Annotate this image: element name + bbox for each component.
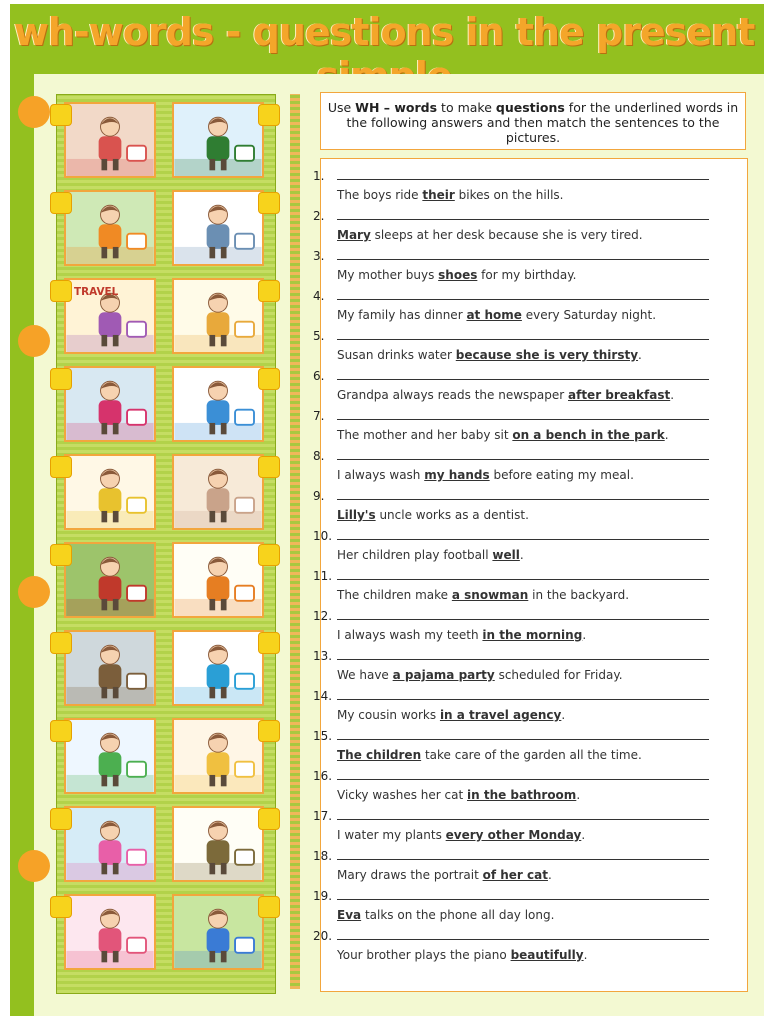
- binder-hole-dot: [18, 576, 50, 608]
- question-item: [313, 209, 749, 249]
- drawing-cat-portrait-icon: [66, 896, 154, 968]
- underlined-word: of her cat: [482, 868, 548, 882]
- sentence-text: My cousin works: [337, 708, 440, 722]
- shoe-shop-icon: [66, 368, 154, 440]
- answer-line[interactable]: [337, 579, 709, 580]
- question-number: 18.: [313, 849, 333, 863]
- sentence-text: .: [576, 788, 581, 802]
- underlined-word: at home: [466, 308, 522, 322]
- picture-number-box[interactable]: [50, 456, 72, 478]
- question-item: [313, 529, 749, 569]
- sentence-text: .: [581, 828, 586, 842]
- pajama-party-icon: [174, 456, 262, 528]
- instructions-bold-wh-words: WH – words: [355, 100, 438, 115]
- instructions-text: for the underlined words in the following answers and then match the sentences to the pictures.: [346, 100, 739, 145]
- question-item: [313, 889, 749, 929]
- question-item: [313, 609, 749, 649]
- picture-number-box[interactable]: [258, 104, 280, 126]
- answer-sentence: [337, 468, 634, 482]
- question-item: [313, 369, 749, 409]
- brushing-teeth-icon: [66, 808, 154, 880]
- sentence-text: take care of the garden all the time.: [421, 748, 642, 762]
- question-number: 4.: [313, 289, 325, 303]
- sentence-text: Your brother plays the piano: [337, 948, 511, 962]
- underlined-word: a snowman: [451, 588, 529, 602]
- underlined-word: well: [492, 548, 520, 562]
- picture-number-box[interactable]: [258, 280, 280, 302]
- sentence-text: Her children play football: [337, 548, 493, 562]
- picture-tile[interactable]: [172, 366, 264, 442]
- picture-tile[interactable]: [64, 630, 156, 706]
- sentence-text: sleeps at her desk because she is very tired.: [370, 228, 643, 242]
- answer-sentence: [337, 548, 524, 562]
- binder-hole-dot: [18, 850, 50, 882]
- sentence-text: in the backyard.: [528, 588, 630, 602]
- picture-number-box[interactable]: [258, 808, 280, 830]
- instructions-text: to make: [437, 100, 496, 115]
- sentence-text: The children make: [337, 588, 452, 602]
- sentence-text: My mother buys: [337, 268, 439, 282]
- answer-line[interactable]: [337, 179, 709, 180]
- sentence-text: scheduled for Friday.: [494, 668, 623, 682]
- question-item: [313, 289, 749, 329]
- sentence-text: My family has dinner: [337, 308, 467, 322]
- picture-tile[interactable]: [64, 366, 156, 442]
- question-item: [313, 769, 749, 809]
- question-item: [313, 649, 749, 689]
- underlined-word: shoes: [438, 268, 478, 282]
- dentist-icon: [174, 632, 262, 704]
- watering-plants-icon: [66, 456, 154, 528]
- answer-sentence: [337, 348, 642, 362]
- answer-sentence: [337, 788, 580, 802]
- picture-tile[interactable]: [64, 454, 156, 530]
- answer-line[interactable]: [337, 739, 709, 740]
- picture-number-box[interactable]: [50, 368, 72, 390]
- talking-on-phone-icon: [174, 368, 262, 440]
- answer-line[interactable]: [337, 219, 709, 220]
- sentence-text: I always wash: [337, 468, 425, 482]
- picture-tile[interactable]: [172, 278, 264, 354]
- playing-football-icon: [174, 896, 262, 968]
- sentence-text: .: [547, 868, 552, 882]
- underlined-word: after breakfast: [568, 388, 671, 402]
- answer-sentence: [337, 428, 669, 442]
- underlined-word: in a travel agency: [439, 708, 562, 722]
- instructions-text: Use: [327, 100, 356, 115]
- playing-piano-icon: [174, 544, 262, 616]
- sentence-text: Mary draws the portrait: [337, 868, 483, 882]
- underlined-word: because she is very thirsty: [455, 348, 639, 362]
- binder-hole-dot: [18, 325, 50, 357]
- underlined-word: in the morning: [482, 628, 583, 642]
- sentence-text: .: [561, 708, 566, 722]
- washing-cat-icon: [66, 192, 154, 264]
- sentence-text: before eating my meal.: [489, 468, 634, 482]
- gardening-children-icon: [66, 720, 154, 792]
- picture-tile[interactable]: [172, 102, 264, 178]
- sentence-text: The mother and her baby sit: [337, 428, 513, 442]
- question-number: 5.: [313, 329, 325, 343]
- mother-baby-bench-icon: [174, 720, 262, 792]
- sentence-text: I water my plants: [337, 828, 446, 842]
- answer-line[interactable]: [337, 419, 709, 420]
- picture-tile[interactable]: [64, 894, 156, 970]
- picture-tile[interactable]: [172, 894, 264, 970]
- answer-sentence: [337, 188, 563, 202]
- question-number: 17.: [313, 809, 333, 823]
- picture-tile[interactable]: [64, 806, 156, 882]
- sentence-text: The boys ride: [337, 188, 423, 202]
- question-number: 19.: [313, 889, 333, 903]
- picture-number-box[interactable]: [258, 544, 280, 566]
- washing-hands-icon: [174, 192, 262, 264]
- underlined-word: in the bathroom: [467, 788, 577, 802]
- grandpa-newspaper-icon: [174, 808, 262, 880]
- sentence-text: .: [638, 348, 642, 362]
- question-number: 6.: [313, 369, 325, 383]
- answer-sentence: [337, 268, 576, 282]
- question-number: 1.: [313, 169, 325, 183]
- question-item: [313, 849, 749, 889]
- question-number: 16.: [313, 769, 333, 783]
- picture-number-box[interactable]: [258, 632, 280, 654]
- sentence-text: .: [583, 948, 588, 962]
- question-number: 14.: [313, 689, 333, 703]
- question-item: [313, 249, 749, 289]
- instructions-bold-questions: questions: [495, 100, 565, 115]
- answer-sentence: [337, 508, 529, 522]
- question-item: [313, 729, 749, 769]
- question-item: [313, 569, 749, 609]
- answer-sentence: [337, 388, 674, 402]
- sentence-text: .: [519, 548, 524, 562]
- question-number: 13.: [313, 649, 333, 663]
- instructions-box: [320, 92, 746, 150]
- question-item: [313, 449, 749, 489]
- sentence-text: .: [664, 428, 669, 442]
- family-dinner-icon: [66, 632, 154, 704]
- answer-sentence: [337, 668, 623, 682]
- question-number: 11.: [313, 569, 333, 583]
- divider-bar: [290, 94, 300, 989]
- answer-line[interactable]: [337, 659, 709, 660]
- questions-box: [313, 158, 748, 992]
- picture-tile[interactable]: [172, 718, 264, 794]
- underlined-word: their: [422, 188, 455, 202]
- picture-number-box[interactable]: [50, 896, 72, 918]
- picture-number-box[interactable]: [50, 192, 72, 214]
- answer-line[interactable]: [337, 459, 709, 460]
- picture-tile[interactable]: [172, 542, 264, 618]
- picture-number-box[interactable]: [50, 544, 72, 566]
- underlined-word: beautifully: [510, 948, 584, 962]
- sentence-text: .: [582, 628, 587, 642]
- question-item: [313, 929, 749, 969]
- answer-sentence: [337, 868, 552, 882]
- picture-tile[interactable]: [64, 190, 156, 266]
- sentence-text: every Saturday night.: [521, 308, 657, 322]
- sentence-text: for my birthday.: [477, 268, 577, 282]
- picture-number-box[interactable]: [50, 104, 72, 126]
- answer-line[interactable]: [337, 779, 709, 780]
- question-number: 7.: [313, 409, 325, 423]
- sleeping-at-desk-icon: [66, 104, 154, 176]
- underlined-word: on a bench in the park: [512, 428, 665, 442]
- sentence-text: We have: [337, 668, 393, 682]
- picture-tile[interactable]: [172, 806, 264, 882]
- picture-number-box[interactable]: [50, 632, 72, 654]
- picture-number-box[interactable]: [258, 720, 280, 742]
- sentence-text: Grandpa always reads the newspaper: [337, 388, 568, 402]
- answer-line[interactable]: [337, 619, 709, 620]
- answer-sentence: [337, 308, 656, 322]
- sentence-text: talks on the phone all day long.: [361, 908, 555, 922]
- answer-line[interactable]: [337, 899, 709, 900]
- binder-hole-dot: [18, 96, 50, 128]
- question-item: [313, 689, 749, 729]
- sentence-text: Susan drinks water: [337, 348, 456, 362]
- question-number: 2.: [313, 209, 325, 223]
- answer-sentence: [337, 748, 642, 762]
- answer-line[interactable]: [337, 859, 709, 860]
- question-item: [313, 169, 749, 209]
- answer-line[interactable]: [337, 499, 709, 500]
- snowman-icon: [174, 104, 262, 176]
- picture-number-box[interactable]: [50, 808, 72, 830]
- answer-line[interactable]: [337, 299, 709, 300]
- answer-line[interactable]: [337, 699, 709, 700]
- question-number: 9.: [313, 489, 325, 503]
- answer-line[interactable]: [337, 339, 709, 340]
- picture-number-box[interactable]: [258, 192, 280, 214]
- picture-tile[interactable]: [64, 542, 156, 618]
- sentence-text: bikes on the hills.: [454, 188, 564, 202]
- page-title: wh-words - questions in the present: [13, 10, 755, 54]
- question-number: 10.: [313, 529, 333, 543]
- sentence-text: Vicky washes her cat: [337, 788, 467, 802]
- answer-sentence: [337, 948, 587, 962]
- question-number: 8.: [313, 449, 325, 463]
- sentence-text: .: [670, 388, 675, 402]
- underlined-word: The children: [337, 748, 422, 762]
- answer-sentence: [337, 588, 629, 602]
- answer-line[interactable]: [337, 939, 709, 940]
- picture-tile[interactable]: [172, 454, 264, 530]
- travel-agency-icon: [66, 280, 154, 352]
- sentence-text: I always wash my teeth: [337, 628, 483, 642]
- answer-sentence: [337, 228, 643, 242]
- drinking-water-icon: [174, 280, 262, 352]
- picture-number-box[interactable]: [258, 896, 280, 918]
- picture-number-box[interactable]: [50, 280, 72, 302]
- answer-sentence: [337, 828, 585, 842]
- question-item: [313, 409, 749, 449]
- answer-sentence: [337, 908, 554, 922]
- question-number: 3.: [313, 249, 325, 263]
- answer-line[interactable]: [337, 379, 709, 380]
- underlined-word: Lilly's: [337, 508, 376, 522]
- travel-sign-text: TRAVEL: [74, 286, 119, 299]
- question-number: 20.: [313, 929, 333, 943]
- answer-line[interactable]: [337, 539, 709, 540]
- answer-line[interactable]: [337, 259, 709, 260]
- answer-line[interactable]: [337, 819, 709, 820]
- answer-sentence: [337, 628, 586, 642]
- underlined-word: Eva: [337, 908, 362, 922]
- answer-sentence: [337, 708, 565, 722]
- picture-tile[interactable]: [64, 718, 156, 794]
- underlined-word: every other Monday: [445, 828, 582, 842]
- question-number: 15.: [313, 729, 333, 743]
- picture-tile[interactable]: [172, 190, 264, 266]
- question-item: [313, 809, 749, 849]
- picture-number-box[interactable]: [50, 720, 72, 742]
- picture-tile[interactable]: [172, 630, 264, 706]
- question-number: 12.: [313, 609, 333, 623]
- picture-number-box[interactable]: [258, 368, 280, 390]
- sentence-text: uncle works as a dentist.: [375, 508, 529, 522]
- underlined-word: Mary: [337, 228, 371, 242]
- riding-bikes-icon: [66, 544, 154, 616]
- question-item: [313, 329, 749, 369]
- picture-tile[interactable]: [64, 102, 156, 178]
- underlined-word: a pajama party: [392, 668, 495, 682]
- underlined-word: my hands: [424, 468, 490, 482]
- picture-tile[interactable]: [64, 278, 156, 354]
- picture-number-box[interactable]: [258, 456, 280, 478]
- question-item: [313, 489, 749, 529]
